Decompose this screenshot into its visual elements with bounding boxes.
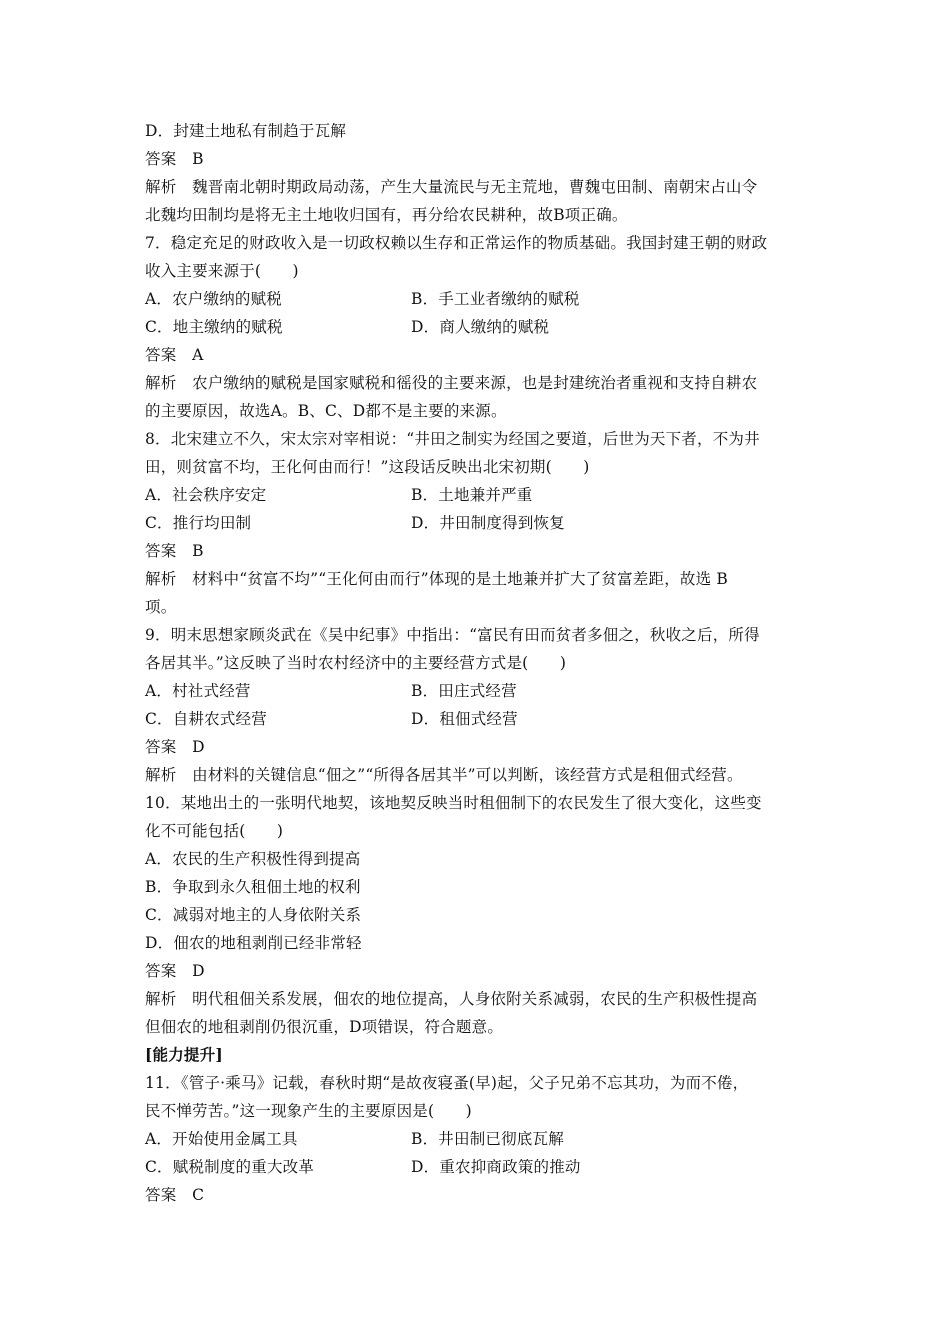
question-8-line1: 8．北宋建立不久，宋太宗对宰相说：“井田之制实为经国之要道，后世为天下者，不为井 xyxy=(145,430,760,448)
question-11-line2: 民不惮劳苦。”这一现象产生的主要原因是( ) xyxy=(145,1102,472,1120)
option-c-q7: C．地主缴纳的赋税 xyxy=(145,318,283,336)
explanation-q6-line1: 解析 魏晋南北朝时期政局动荡，产生大量流民与无主荒地，曹魏屯田制、南朝宋占山令 xyxy=(145,178,758,196)
option-d-q7: D．商人缴纳的赋税 xyxy=(411,318,550,336)
question-10-line2: 化不可能包括( ) xyxy=(145,822,284,840)
option-d-q11: D．重农抑商政策的推动 xyxy=(411,1158,581,1176)
explanation-q10-line2: 但佃农的地租剥削仍很沉重，D项错误，符合题意。 xyxy=(145,1018,504,1036)
option-c-q9: C．自耕农式经营 xyxy=(145,710,267,728)
explanation-q7-line1: 解析 农户缴纳的赋税是国家赋税和徭役的主要来源，也是封建统治者重视和支持自耕农 xyxy=(145,374,758,392)
option-b-q7: B．手工业者缴纳的赋税 xyxy=(411,290,580,308)
question-7-line2: 收入主要来源于( ) xyxy=(145,262,299,280)
option-b-q9: B．田庄式经营 xyxy=(411,682,517,700)
option-a-q11: A．开始使用金属工具 xyxy=(145,1130,298,1148)
question-11-line1: 11．《管子·乘马》记载，春秋时期“是故夜寝蚤(早)起，父子兄弟不忘其功，为而不倦， xyxy=(145,1074,749,1092)
section-heading: [能力提升] xyxy=(145,1045,223,1064)
option-d-q6: D．封建土地私有制趋于瓦解 xyxy=(145,122,347,140)
question-8-line2: 田，则贫富不均，王化何由而行！”这段话反映出北宋初期( ) xyxy=(145,458,590,476)
option-b-q11: B．井田制已彻底瓦解 xyxy=(411,1130,564,1148)
option-d-q8: D．井田制度得到恢复 xyxy=(411,514,565,532)
option-a-q9: A．村社式经营 xyxy=(145,682,251,700)
option-c-q11: C．赋税制度的重大改革 xyxy=(145,1158,315,1176)
option-a-q8: A．社会秩序安定 xyxy=(145,486,267,504)
option-c-q10: C．减弱对地主的人身依附关系 xyxy=(145,906,362,924)
question-9-line2: 各居其半。”这反映了当时农村经济中的主要经营方式是( ) xyxy=(145,654,567,672)
option-b-q10: B．争取到永久租佃土地的权利 xyxy=(145,878,361,896)
question-7-line1: 7．稳定充足的财政收入是一切政权赖以生存和正常运作的物质基础。我国封建王朝的财政 xyxy=(145,234,768,252)
question-9-line1: 9．明末思想家顾炎武在《吴中纪事》中指出：“富民有田而贫者多佃之，秋收之后，所得 xyxy=(145,626,760,644)
question-10-line1: 10．某地出土的一张明代地契，该地契反映当时租佃制下的农民发生了很大变化，这些变 xyxy=(145,794,762,812)
explanation-q6-line2: 北魏均田制均是将无主土地收归国有，再分给农民耕种，故B项正确。 xyxy=(145,206,628,224)
explanation-q8-line2: 项。 xyxy=(145,598,177,616)
answer-q7: 答案 A xyxy=(145,346,204,364)
option-d-q9: D．租佃式经营 xyxy=(411,710,518,728)
answer-q9: 答案 D xyxy=(145,738,205,756)
option-b-q8: B．土地兼并严重 xyxy=(411,486,533,504)
option-a-q7: A．农户缴纳的赋税 xyxy=(145,290,282,308)
option-d-q10: D．佃农的地租剥削已经非常轻 xyxy=(145,934,362,952)
answer-q8: 答案 B xyxy=(145,542,204,560)
answer-q11: 答案 C xyxy=(145,1186,205,1204)
explanation-q7-line2: 的主要原因，故选A。B、C、D都不是主要的来源。 xyxy=(145,402,507,420)
option-a-q10: A．农民的生产积极性得到提高 xyxy=(145,850,361,868)
explanation-q8-line1: 解析 材料中“贫富不均”“王化何由而行”体现的是土地兼并扩大了贫富差距，故选 B xyxy=(145,570,729,588)
option-c-q8: C．推行均田制 xyxy=(145,514,252,532)
explanation-q10-line1: 解析 明代租佃关系发展，佃农的地位提高，人身依附关系减弱，农民的生产积极性提高 xyxy=(145,990,758,1008)
answer-q10: 答案 D xyxy=(145,962,205,980)
explanation-q9: 解析 由材料的关键信息“佃之”“所得各居其半”可以判断，该经营方式是租佃式经营。 xyxy=(145,766,743,784)
answer-q6: 答案 B xyxy=(145,150,204,168)
